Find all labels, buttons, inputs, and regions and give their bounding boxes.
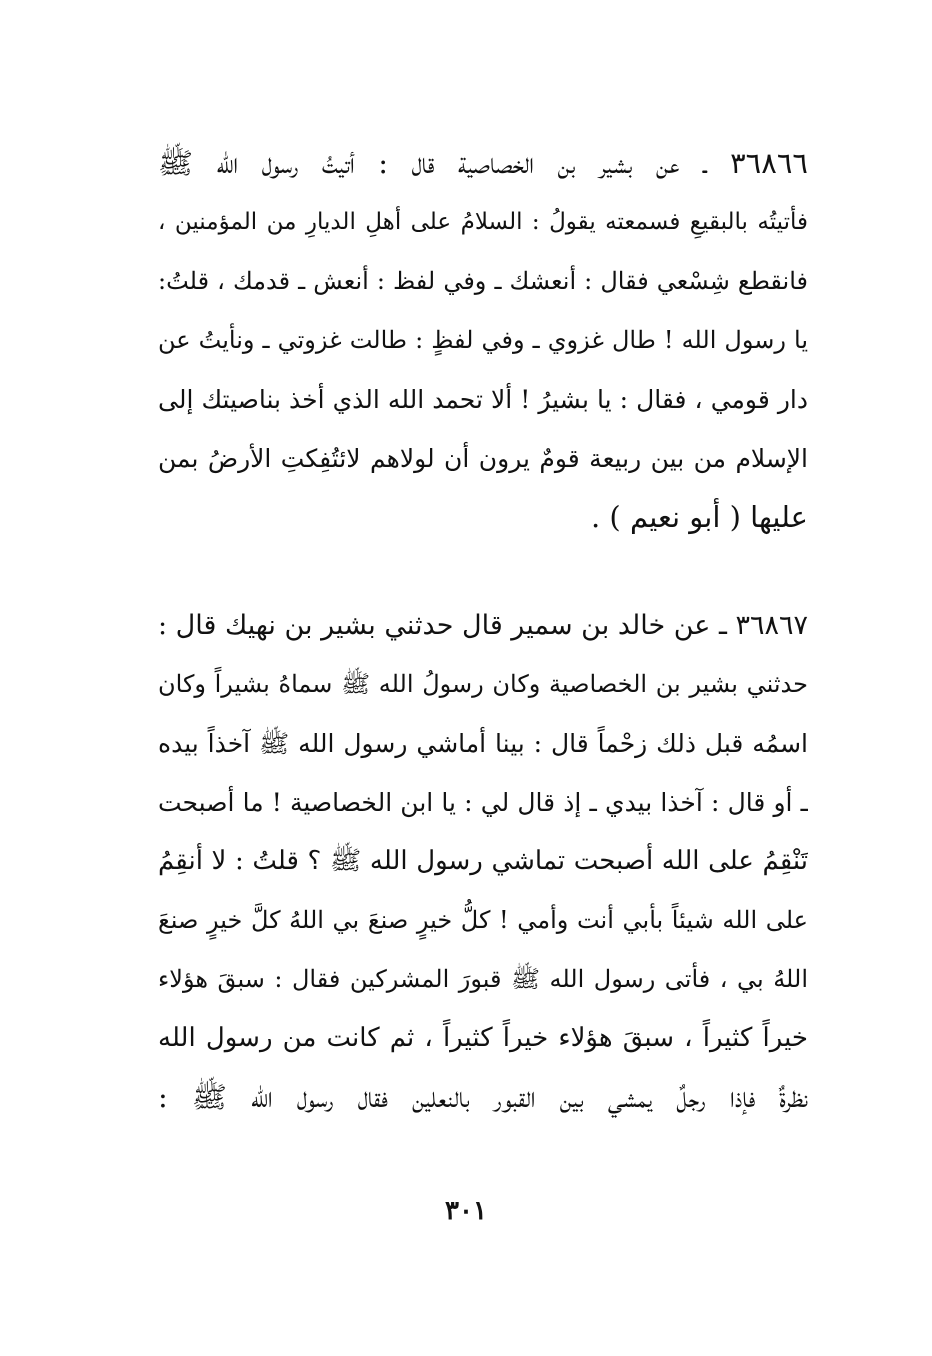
text-line: ٣٦٨٦٦ ـ عن بشير بن الخصاصية قال : أتيتُ رسول الله ﷺ [158, 146, 808, 180]
text-line: اللهُ بي ، فأتى رسول الله ﷺ قبورَ المشركين فقال : سبقَ هؤلاء [158, 965, 808, 993]
text-line: دار قومي ، فقال : يا بشيرُ ! ألا تحمد الله الذي أخذ بناصيتك إلى [158, 385, 808, 414]
text-line: حدثني بشير بن الخصاصية وكان رسولُ الله ﷺ سماهُ بشيراً وكان [158, 670, 808, 698]
text-line: فأتيتُه بالبقيعِ فسمعته يقولُ : السلامُ على أهلِ الديارِ من المؤمنين ، [158, 209, 808, 235]
text-line: فانقطع شِسْعي فقال : أنعشك ـ وفي لفظ : أنعش ـ قدمك ، قلتُ: [158, 267, 808, 295]
text-line: عليها ( أبو نعيم ) . [590, 500, 808, 534]
text-line: خيراً كثيراً ، سبقَ هؤلاء خيراً كثيراً ، ثم كانت من رسول الله [158, 1023, 808, 1053]
text-line: ـ أو قال : آخذا بيدي ـ إذ قال لي : يا ابن الخصاصية ! ما أصبحت [158, 788, 808, 817]
hadith-36866 [158, 134, 808, 547]
text-line: اسمُه قبل ذلك زحْماً قال : بينا أماشي رسول الله ﷺ آخذاً بيده [158, 729, 808, 758]
text-line: يا رسول الله ! طال غزوي ـ وفي لفظٍ : طالت غزوتي ـ ونأيتُ عن [158, 326, 808, 354]
page-number: ٣٠١ [445, 1196, 487, 1226]
text-line: تَنْقِمُ على الله أصبحت تماشي رسول الله ﷺ ؟ قلتُ : لا أنقِمُ [158, 846, 808, 876]
text-line: على الله شيئاً بأبي أنت وأمي ! كلُّ خيرٍ صنعَ بي اللهُ كلَّ خيرٍ صنعَ [158, 906, 808, 934]
text-line: نظرةٌ فإذا رجلٌ يمشي بين القبور بالنعلين فقال رسول الله ﷺ : [158, 1080, 808, 1114]
hadith-36867 [158, 596, 808, 1127]
text-line: ٣٦٨٦٧ ـ عن خالد بن سمير قال حدثني بشير بن نهيك قال : [158, 610, 808, 641]
text-line: الإسلام من بين ربيعة قومٌ يرون أن لولاهم لائتُفِكتِ الأرضُ بمن [158, 444, 808, 473]
